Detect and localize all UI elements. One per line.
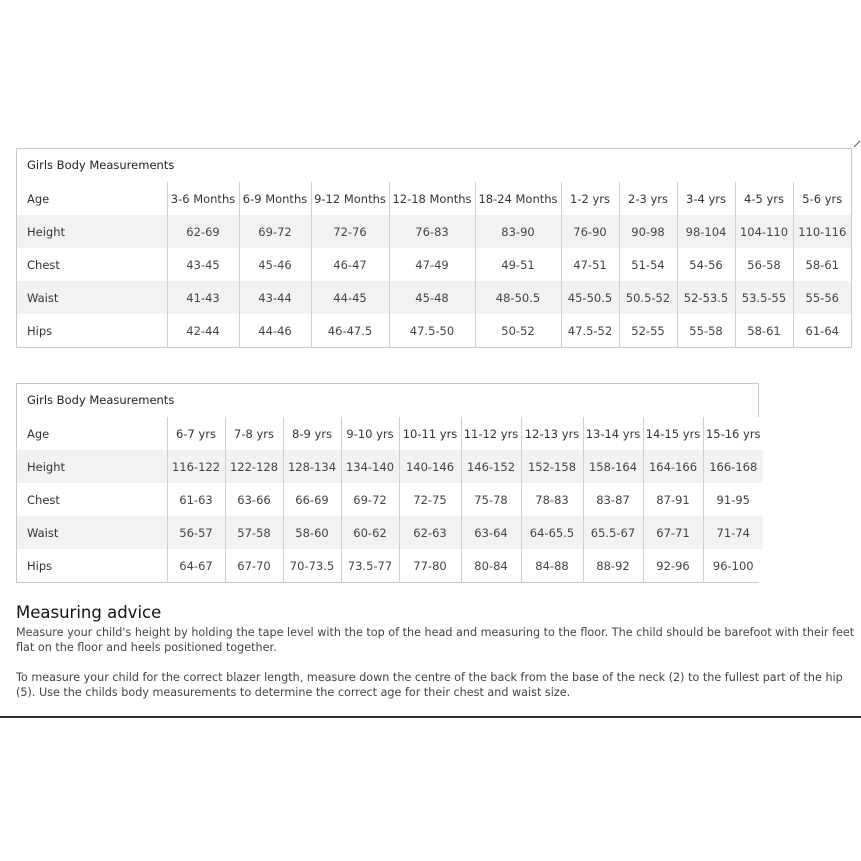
age-header-row: [17, 417, 763, 450]
table-cell: 45-50.5: [561, 281, 619, 314]
row-label: Height: [17, 450, 167, 483]
table-cell: 66-69: [283, 483, 341, 516]
advice-paragraph-blazer: To measure your child for the correct blazer length, measure down the centre of the back from the base of the neck (2) to the fullest part of the hip (5). Use the childs body measurements to determine the correct age for their chest and waist size.: [16, 671, 843, 699]
table-cell: 158-164: [583, 450, 643, 483]
table-cell: 47.5-50: [389, 314, 475, 347]
table-cell: 47-51: [561, 248, 619, 281]
table-cell: 47-49: [389, 248, 475, 281]
table-cell: 71-74: [703, 516, 763, 549]
table-cell: 122-128: [225, 450, 283, 483]
table-cell: 64-65.5: [521, 516, 583, 549]
corner-mark-icon: [853, 140, 861, 148]
table-cell: 152-158: [521, 450, 583, 483]
table-cell: 96-100: [703, 549, 763, 582]
table-cell: 50.5-52: [619, 281, 677, 314]
table-cell: 69-72: [239, 215, 311, 248]
table-cell: 56-58: [735, 248, 793, 281]
measuring-advice-section: [16, 603, 858, 700]
age-header-cell: 7-8 yrs: [225, 417, 283, 450]
table-cell: 51-54: [619, 248, 677, 281]
table-cell: 77-80: [399, 549, 461, 582]
table-cell: 42-44: [167, 314, 239, 347]
table-cell: 43-44: [239, 281, 311, 314]
age-header-cell: 9-10 yrs: [341, 417, 399, 450]
advice-paragraph-height: Measure your child's height by holding the tape level with the top of the head and measuring to the floor. The child should be barefoot with their feet flat on the floor and heels positioned together.: [16, 626, 855, 654]
table-cell: 87-91: [643, 483, 703, 516]
age-header-cell: 9-12 Months: [311, 182, 389, 215]
table-row: [17, 281, 851, 314]
table-cell: 75-78: [461, 483, 521, 516]
table-cell: 48-50.5: [475, 281, 561, 314]
table-cell: 62-63: [399, 516, 461, 549]
table-cell: 98-104: [677, 215, 735, 248]
table-cell: 60-62: [341, 516, 399, 549]
age-header-cell: 13-14 yrs: [583, 417, 643, 450]
table-cell: 83-90: [475, 215, 561, 248]
table-cell: 55-58: [677, 314, 735, 347]
table-cell: 78-83: [521, 483, 583, 516]
table-row: [17, 549, 763, 582]
age-header-cell: 18-24 Months: [475, 182, 561, 215]
measurement-panel-2: [16, 383, 759, 583]
age-header-cell: 3-4 yrs: [677, 182, 735, 215]
bottom-divider: [0, 716, 861, 718]
table-row: [17, 516, 763, 549]
table-cell: 56-57: [167, 516, 225, 549]
age-header-cell: 4-5 yrs: [735, 182, 793, 215]
table-title: Girls Body Measurements: [27, 158, 175, 172]
table-cell: 61-63: [167, 483, 225, 516]
table-cell: 58-60: [283, 516, 341, 549]
age-header-cell: 8-9 yrs: [283, 417, 341, 450]
table-cell: 61-64: [793, 314, 851, 347]
table-cell: 64-67: [167, 549, 225, 582]
age-header-cell: 2-3 yrs: [619, 182, 677, 215]
row-label: Height: [17, 215, 167, 248]
table-cell: 47.5-52: [561, 314, 619, 347]
table-row: [17, 248, 851, 281]
table-cell: 84-88: [521, 549, 583, 582]
table-cell: 43-45: [167, 248, 239, 281]
table-row: [17, 215, 851, 248]
age-header-cell: 6-9 Months: [239, 182, 311, 215]
table-cell: 72-76: [311, 215, 389, 248]
table-cell: 73.5-77: [341, 549, 399, 582]
table-cell: 69-72: [341, 483, 399, 516]
age-header-cell: 12-13 yrs: [521, 417, 583, 450]
table-cell: 46-47: [311, 248, 389, 281]
table-cell: 116-122: [167, 450, 225, 483]
table-cell: 65.5-67: [583, 516, 643, 549]
age-header-cell: 6-7 yrs: [167, 417, 225, 450]
row-label: Chest: [17, 248, 167, 281]
row-label: Hips: [17, 549, 167, 582]
table-cell: 54-56: [677, 248, 735, 281]
table-cell: 52-53.5: [677, 281, 735, 314]
table-cell: 146-152: [461, 450, 521, 483]
age-header-cell: 14-15 yrs: [643, 417, 703, 450]
table-cell: 41-43: [167, 281, 239, 314]
table-cell: 128-134: [283, 450, 341, 483]
age-header-cell: 5-6 yrs: [793, 182, 851, 215]
table-cell: 166-168: [703, 450, 763, 483]
advice-heading: Measuring advice: [16, 603, 162, 622]
table-cell: 80-84: [461, 549, 521, 582]
table-row: [17, 483, 763, 516]
row-label: Hips: [17, 314, 167, 347]
table-cell: 83-87: [583, 483, 643, 516]
row-label: Waist: [17, 516, 167, 549]
table-cell: 72-75: [399, 483, 461, 516]
table-cell: 88-92: [583, 549, 643, 582]
table-cell: 52-55: [619, 314, 677, 347]
measurement-table-2: [17, 417, 763, 582]
table-cell: 63-66: [225, 483, 283, 516]
age-header-cell: 11-12 yrs: [461, 417, 521, 450]
measurement-panel-1: [16, 148, 852, 348]
table-cell: 76-90: [561, 215, 619, 248]
age-header-row: [17, 182, 851, 215]
table-cell: 49-51: [475, 248, 561, 281]
table-cell: 63-64: [461, 516, 521, 549]
age-header-cell: 12-18 Months: [389, 182, 475, 215]
table-row: [17, 450, 763, 483]
table-cell: 62-69: [167, 215, 239, 248]
table-cell: 104-110: [735, 215, 793, 248]
row-label: Waist: [17, 281, 167, 314]
table-cell: 44-45: [311, 281, 389, 314]
table-cell: 50-52: [475, 314, 561, 347]
age-header-cell: 15-16 yrs: [703, 417, 763, 450]
table-title: Girls Body Measurements: [27, 393, 175, 407]
table-cell: 53.5-55: [735, 281, 793, 314]
table-cell: 46-47.5: [311, 314, 389, 347]
table-cell: 92-96: [643, 549, 703, 582]
measurement-table-1: [17, 182, 851, 347]
row-label: Age: [17, 182, 167, 215]
table-cell: 67-70: [225, 549, 283, 582]
row-label: Age: [17, 417, 167, 450]
table-cell: 45-48: [389, 281, 475, 314]
table-cell: 67-71: [643, 516, 703, 549]
table-cell: 90-98: [619, 215, 677, 248]
table-cell: 55-56: [793, 281, 851, 314]
table-row: [17, 314, 851, 347]
table-cell: 110-116: [793, 215, 851, 248]
table-cell: 164-166: [643, 450, 703, 483]
table-cell: 58-61: [735, 314, 793, 347]
table-cell: 76-83: [389, 215, 475, 248]
row-label: Chest: [17, 483, 167, 516]
table-cell: 140-146: [399, 450, 461, 483]
table-cell: 44-46: [239, 314, 311, 347]
age-header-cell: 3-6 Months: [167, 182, 239, 215]
table-cell: 58-61: [793, 248, 851, 281]
table-cell: 134-140: [341, 450, 399, 483]
table-cell: 70-73.5: [283, 549, 341, 582]
age-header-cell: 10-11 yrs: [399, 417, 461, 450]
table-cell: 91-95: [703, 483, 763, 516]
table-cell: 45-46: [239, 248, 311, 281]
table-cell: 57-58: [225, 516, 283, 549]
age-header-cell: 1-2 yrs: [561, 182, 619, 215]
